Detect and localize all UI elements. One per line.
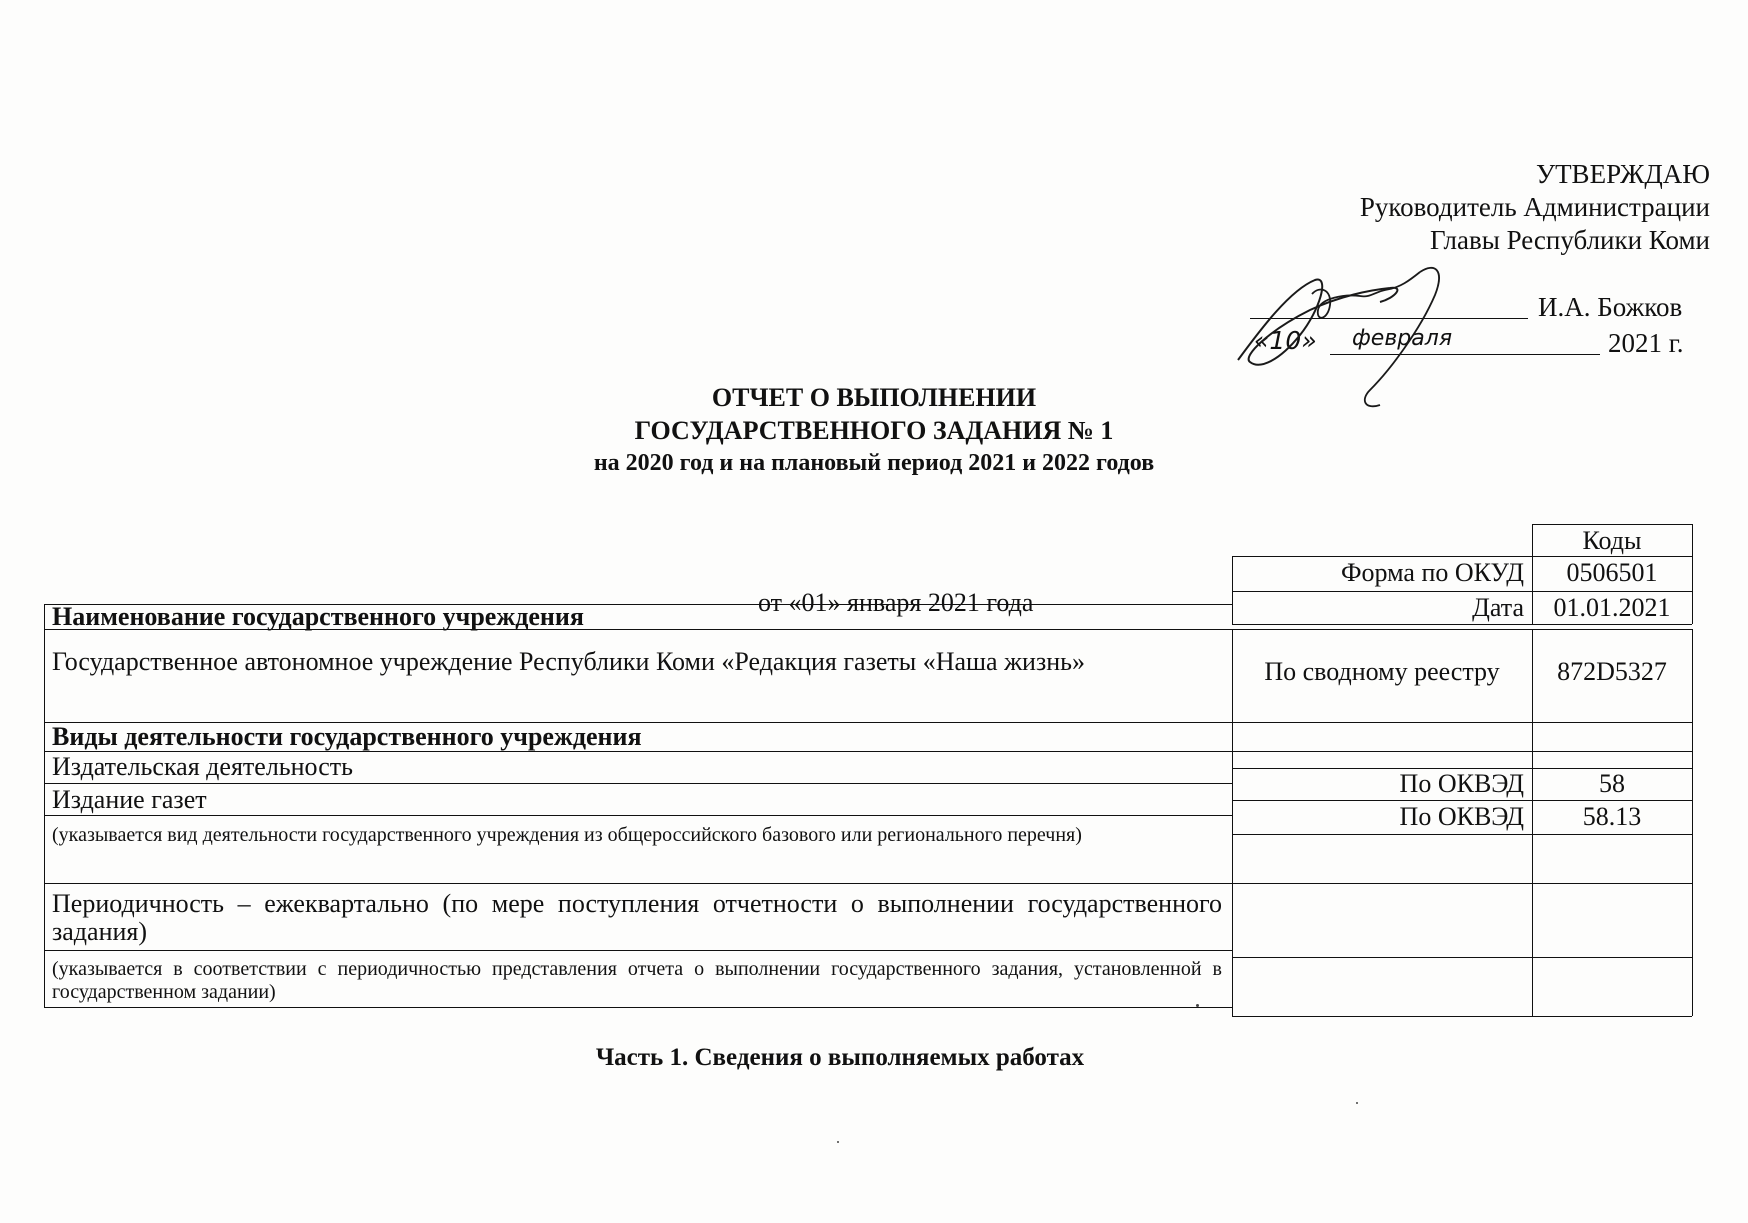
okved2-value: 58.13 (1582, 802, 1642, 831)
institution-header: Наименование государственного учреждения (52, 602, 584, 631)
signatory-name: И.А. Божков (1538, 292, 1683, 322)
title-line3: на 2020 год и на плановый период 2021 и 2022 годов (593, 450, 1155, 476)
approval-date-year: 2021 г. (1608, 328, 1684, 358)
report-date: от «01» января 2021 года (758, 588, 1034, 617)
date-label: Дата (1472, 593, 1524, 622)
codes-bottom (1232, 1016, 1692, 1017)
activity-note: (указывается вид деятельности государственного учреждения из общероссийского базового или регионального перечня) (52, 824, 1082, 846)
okved2-label: По ОКВЭД (1399, 802, 1524, 831)
scan-speck (837, 1141, 839, 1143)
row-period-bottom (44, 950, 1232, 951)
table-right-edge (1692, 629, 1693, 1016)
activities-header: Виды деятельности государственного учреждения (52, 722, 642, 751)
okved1-label: По ОКВЭД (1399, 769, 1524, 798)
codes-period-bottom (1232, 957, 1692, 958)
approval-heading: УТВЕРЖДАЮ (1535, 159, 1710, 189)
periodicity: Периодичность – ежеквартально (по мере поступления отчетности о выполнении государственного задания) (52, 889, 1222, 946)
approval-date-day: «10» (1254, 326, 1317, 355)
okud-label: Форма по ОКУД (1341, 558, 1524, 587)
scan-speck (1356, 1102, 1358, 1104)
codes-date-top (1232, 591, 1692, 592)
table-left-edge (44, 604, 45, 1007)
title-line1: ОТЧЕТ О ВЫПОЛНЕНИИ (711, 383, 1037, 412)
row-act1-bottom (44, 783, 1232, 784)
date-value: 01.01.2021 (1553, 593, 1671, 622)
okved1-value: 58 (1599, 769, 1625, 798)
codes-right-edge (1692, 524, 1693, 624)
codes-okud-top (1232, 556, 1692, 557)
table-bottom (44, 1007, 1232, 1008)
title-line2: ГОСУДАРСТВЕННОГО ЗАДАНИЯ № 1 (634, 416, 1114, 445)
approval-position-line1: Руководитель Администрации (1359, 192, 1710, 222)
codes-box-top (1532, 524, 1692, 525)
approval-position-line2: Главы Республики Коми (1429, 225, 1710, 255)
registry-value: 872D5327 (1557, 657, 1667, 686)
institution-name: Государственное автономное учреждение Республики Коми «Редакция газеты «Наша жизнь» (52, 647, 1086, 676)
okud-value: 0506501 (1566, 558, 1658, 587)
okved1-bottom (1232, 800, 1692, 801)
report-title (0, 381, 1748, 480)
row-act2-bottom (44, 815, 1232, 816)
periodicity-note: (указывается в соответствии с периодичностью представления отчета о выполнении государственного задания, установленной в государственном задании) (52, 958, 1222, 1003)
row-note-bottom (44, 883, 1692, 884)
part1-title: Часть 1. Сведения о выполняемых работах (595, 1044, 1085, 1071)
scan-speck (1196, 1004, 1199, 1007)
approval-date-month: февраля (1352, 326, 1453, 351)
activity-publishing: Издательская деятельность (52, 752, 353, 781)
okved2-bottom (1232, 834, 1692, 835)
registry-label: По сводному реестру (1264, 657, 1500, 686)
codes-header: Коды (1582, 526, 1642, 555)
approval-block (1360, 158, 1710, 257)
activity-newspapers: Издание газет (52, 785, 207, 814)
codes-date-bottom (1232, 624, 1692, 625)
